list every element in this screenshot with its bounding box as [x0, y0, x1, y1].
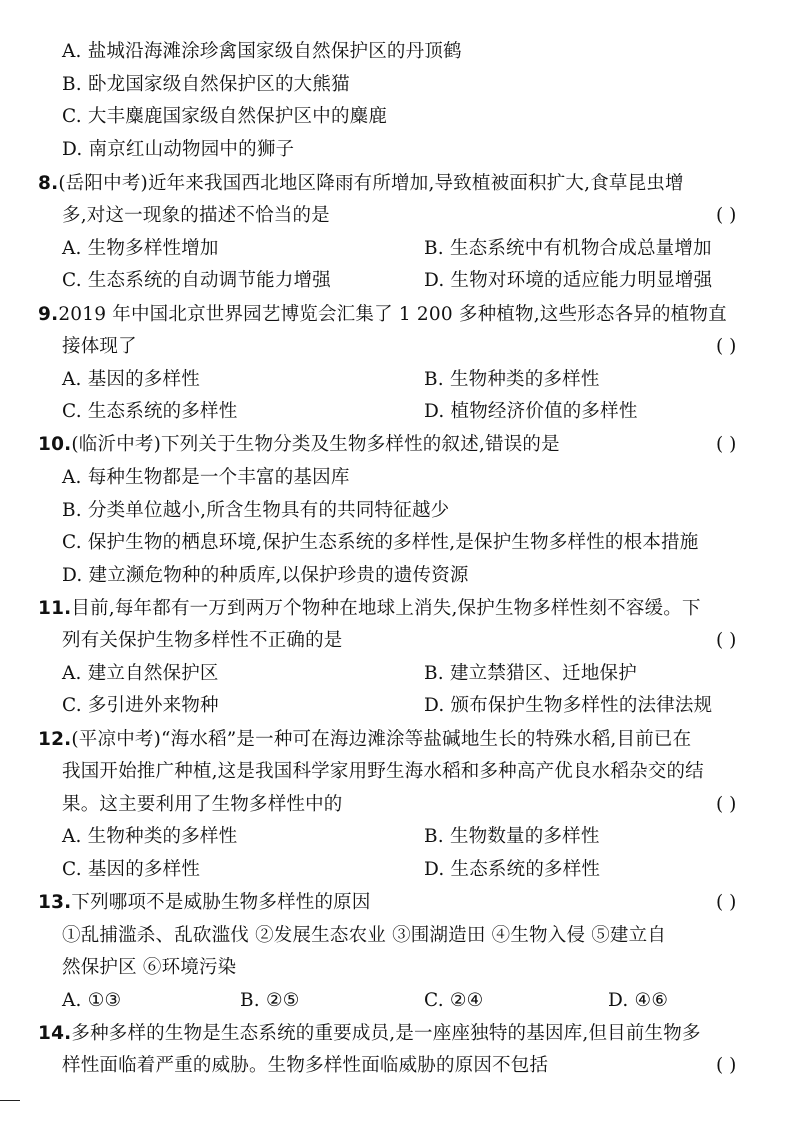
q9-option-d: D. 植物经济价值的多样性: [424, 401, 638, 422]
q7-option-c: C. 大丰麋鹿国家级自然保护区中的麋鹿: [62, 106, 388, 127]
q9-option-b: B. 生物种类的多样性: [424, 369, 600, 390]
q13-stem-line1: [38, 891, 371, 915]
q12-text-1: (平凉中考)“海水稻”是一种可在海边滩涂等盐碱地生长的特殊水稻,目前已在: [71, 729, 692, 750]
q10-option-c: C. 保护生物的栖息环境,保护生态系统的多样性,是保护生物多样性的根本措施: [62, 532, 699, 553]
q9-stem-line2: 接体现了: [62, 336, 137, 357]
q14-number: 14.: [38, 1023, 72, 1044]
q8-option-d: D. 生物对环境的适应能力明显增强: [424, 270, 713, 291]
q8-option-a: A. 生物多样性增加: [62, 238, 219, 259]
q11-answer-blank[interactable]: ( ): [716, 630, 737, 651]
q12-option-a: A. 生物种类的多样性: [62, 826, 238, 847]
q13-text-1: 下列哪项不是威胁生物多样性的原因: [71, 892, 371, 913]
q12-stem-line3: 果。这主要利用了生物多样性中的: [62, 794, 343, 815]
q7-option-d: D. 南京红山动物园中的狮子: [62, 139, 295, 160]
q13-number: 13.: [38, 892, 72, 913]
q8-number: 8.: [38, 173, 59, 194]
q11-option-b: B. 建立禁猎区、迁地保护: [424, 663, 637, 684]
q9-option-a: A. 基因的多样性: [62, 369, 200, 390]
q13-items-line1: ①乱捕滥杀、乱砍滥伐 ②发展生态农业 ③围湖造田 ④生物入侵 ⑤建立自: [62, 925, 667, 946]
q14-text-1: 多种多样的生物是生态系统的重要成员,是一座座独特的基因库,但目前生物多: [71, 1023, 701, 1044]
q13-items-line2: 然保护区 ⑥环境污染: [62, 957, 237, 978]
q8-stem-line1: [38, 172, 684, 196]
q14-answer-blank[interactable]: ( ): [716, 1055, 737, 1076]
q9-text-1: 2019 年中国北京世界园艺博览会汇集了 1 200 多种植物,这些形态各异的植物直: [58, 304, 727, 325]
q9-number: 9.: [38, 304, 59, 325]
q12-option-d: D. 生态系统的多样性: [424, 859, 601, 880]
q14-stem-line2: 样性面临着严重的威胁。生物多样性面临威胁的原因不包括: [62, 1055, 549, 1076]
q12-stem-line1: [38, 728, 691, 752]
q10-answer-blank[interactable]: ( ): [716, 434, 737, 455]
q11-stem-line1: [38, 597, 701, 621]
q8-stem-line2: 多,对这一现象的描述不恰当的是: [62, 205, 330, 226]
q13-option-a: A. ①③: [62, 990, 122, 1011]
q8-answer-blank[interactable]: ( ): [716, 205, 737, 226]
q9-option-c: C. 生态系统的多样性: [62, 401, 238, 422]
q12-stem-line2: 我国开始推广种植,这是我国科学家用野生海水稻和多种高产优良水稻杂交的结: [62, 761, 704, 782]
q9-answer-blank[interactable]: ( ): [716, 336, 737, 357]
q12-answer-blank[interactable]: ( ): [716, 794, 737, 815]
q13-option-b: B. ②⑤: [240, 990, 300, 1011]
q10-stem-line1: [38, 433, 560, 457]
q8-text-1: (岳阳中考)近年来我国西北地区降雨有所增加,导致植被面积扩大,食草昆虫增: [58, 173, 684, 194]
q10-option-d: D. 建立濒危物种的种质库,以保护珍贵的遗传资源: [62, 565, 469, 586]
q10-text-1: (临沂中考)下列关于生物分类及生物多样性的叙述,错误的是: [71, 434, 560, 455]
q8-option-b: B. 生态系统中有机物合成总量增加: [424, 238, 712, 259]
q13-option-c: C. ②④: [424, 990, 484, 1011]
q12-option-b: B. 生物数量的多样性: [424, 826, 600, 847]
q11-option-a: A. 建立自然保护区: [62, 663, 219, 684]
q10-option-b: B. 分类单位越小,所含生物具有的共同特征越少: [62, 500, 450, 521]
q11-stem-line2: 列有关保护生物多样性不正确的是: [62, 630, 343, 651]
q11-text-1: 目前,每年都有一万到两万个物种在地球上消失,保护生物多样性刻不容缓。下: [71, 598, 701, 619]
q12-number: 12.: [38, 729, 72, 750]
q13-option-d: D. ④⑥: [608, 990, 669, 1011]
page-edge-divider: [0, 1100, 20, 1101]
q12-option-c: C. 基因的多样性: [62, 859, 201, 880]
q8-option-c: C. 生态系统的自动调节能力增强: [62, 270, 331, 291]
q11-option-d: D. 颁布保护生物多样性的法律法规: [424, 695, 713, 716]
q11-number: 11.: [38, 598, 72, 619]
q10-option-a: A. 每种生物都是一个丰富的基因库: [62, 467, 350, 488]
q13-answer-blank[interactable]: ( ): [716, 892, 737, 913]
q9-stem-line1: [38, 303, 727, 327]
q10-number: 10.: [38, 434, 72, 455]
q11-option-c: C. 多引进外来物种: [62, 695, 219, 716]
q7-option-b: B. 卧龙国家级自然保护区的大熊猫: [62, 74, 350, 95]
q14-stem-line1: [38, 1022, 701, 1046]
q7-option-a: A. 盐城沿海滩涂珍禽国家级自然保护区的丹顶鹤: [62, 41, 462, 62]
